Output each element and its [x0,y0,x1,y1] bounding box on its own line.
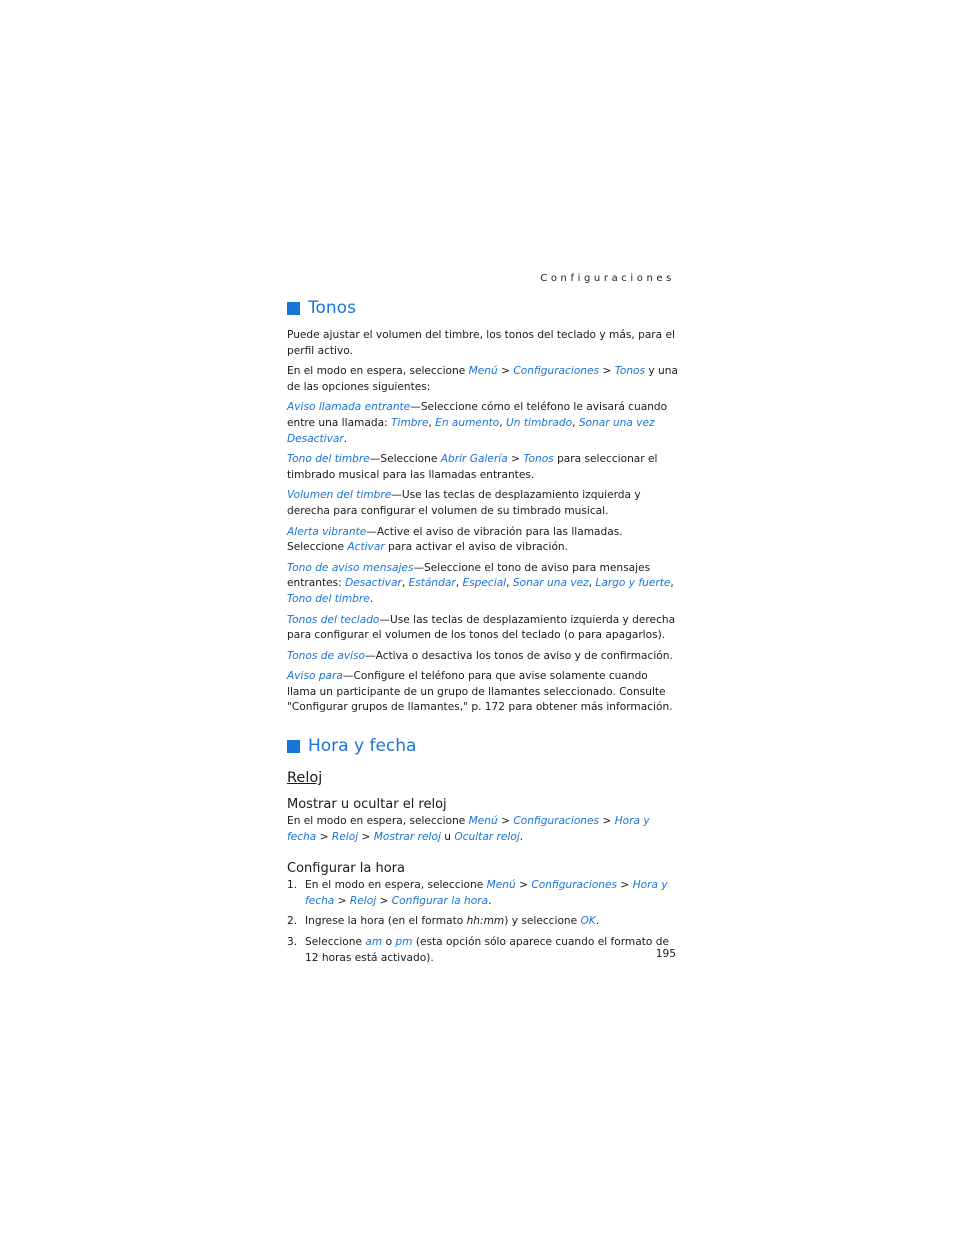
section-title-tonos [287,296,679,320]
tonos-intro: Puede ajustar el volumen del timbre, los tonos del teclado y más, para el perfil activo. [287,329,675,357]
option-aviso-para: Aviso para—Configure el teléfono para que avise solamente cuando llama un participante de un grupo de llamantes seleccionado. Consulte "Configurar grupos de llamantes," p. 172 para obtener más información. [287,670,673,714]
link-especial[interactable]: Especial [462,577,507,590]
link-ok[interactable]: OK [580,915,596,928]
link-configuraciones[interactable]: Configuraciones [531,879,618,892]
link-configuraciones[interactable]: Configuraciones [513,365,600,378]
link-en-aumento[interactable]: En aumento [435,416,500,429]
link-configuraciones[interactable]: Configuraciones [513,815,600,828]
link-sonar-una-vez[interactable]: Sonar una vez [578,416,655,429]
link-tono-del-timbre[interactable]: Tono del timbre [287,592,370,605]
link-activar[interactable]: Activar [347,541,385,554]
link-desactivar[interactable]: Desactivar [287,432,344,445]
term-tonos-aviso[interactable]: Tonos de aviso [287,649,366,662]
list-item: 1. En el modo en espera, seleccione Menú > Configuraciones > Hora y fecha > Reloj > Configurar la hora. [287,879,668,907]
heading-configurar-hora: Configurar la hora [287,861,405,877]
heading-mostrar-reloj: Mostrar u ocultar el reloj [287,797,447,813]
link-abrir-galeria[interactable]: Abrir Galería [440,453,508,466]
list-item: 2. Ingrese la hora (en el formato hh:mm) y seleccione OK. [287,915,600,928]
option-volumen-timbre: Volumen del timbre—Use las teclas de desplazamiento izquierda y derecha para configurar el volumen de su timbrado musical. [287,489,641,517]
option-alerta-vibrante: Alerta vibrante—Active el aviso de vibración para las llamadas. Seleccione Activar para activar el aviso de vibración. [287,525,623,554]
link-menu[interactable]: Menú [486,879,516,892]
term-volumen-timbre[interactable]: Volumen del timbre [287,489,392,502]
link-largo-y-fuerte[interactable]: Largo y fuerte [595,577,671,590]
link-timbre[interactable]: Timbre [391,416,429,429]
running-header: Configuraciones [540,273,675,284]
link-pm[interactable]: pm [395,936,413,949]
link-tonos[interactable]: Tonos [614,365,646,378]
link-desactivar-msg[interactable]: Desactivar [345,577,402,590]
section-title-hora-fecha [287,734,679,758]
link-configurar-la-hora[interactable]: Configurar la hora [391,894,489,907]
option-tono-timbre: Tono del timbre—Seleccione Abrir Galería > Tonos para seleccionar el timbrado musical para las llamadas entrantes. [287,453,658,481]
term-tonos-teclado[interactable]: Tonos del teclado [287,613,380,626]
term-alerta-vibrante[interactable]: Alerta vibrante [287,525,367,538]
link-menu[interactable]: Menú [468,365,498,378]
term-aviso-llamada[interactable]: Aviso llamada entrante [287,401,411,414]
link-hora-y-fecha[interactable]: Hora y fecha [287,815,650,843]
page-content [287,296,679,971]
page-number: 195 [655,948,676,960]
link-un-timbrado[interactable]: Un timbrado [506,416,573,429]
term-aviso-para[interactable]: Aviso para [287,670,343,683]
link-ocultar-reloj[interactable]: Ocultar reloj [454,830,520,843]
mostrar-reloj-instruction: En el modo en espera, seleccione Menú > Configuraciones > Hora y fecha > Reloj > Mostrar reloj u Ocultar reloj. [287,815,650,843]
option-tonos-teclado: Tonos del teclado—Use las teclas de desplazamiento izquierda y derecha para configurar el volumen de los tonos del teclado (o para apagarlos). [287,613,676,642]
subsection-title-reloj: Reloj [287,770,323,787]
list-item: 3. Seleccione am o pm (esta opción sólo aparece cuando el formato de 12 horas está activado). [287,936,669,964]
link-sonar-una-vez-msg[interactable]: Sonar una vez [512,577,589,590]
link-tonos-galeria[interactable]: Tonos [523,453,554,466]
link-am[interactable]: am [365,936,383,949]
term-tono-aviso-mensajes[interactable]: Tono de aviso mensajes [287,561,414,574]
link-reloj[interactable]: Reloj [349,894,377,907]
section-title-text: Tonos [308,298,356,318]
link-menu[interactable]: Menú [468,815,498,828]
link-mostrar-reloj[interactable]: Mostrar reloj [373,830,441,843]
square-bullet-icon [287,740,300,753]
section-title-text: Hora y fecha [308,736,417,757]
option-tonos-aviso: Tonos de aviso—Activa o desactiva los tonos de aviso y de confirmación. [287,649,673,662]
link-hora-y-fecha[interactable]: Hora y fecha [305,879,668,907]
link-reloj[interactable]: Reloj [331,830,359,843]
tonos-nav-instruction: En el modo en espera, seleccione Menú > Configuraciones > Tonos y una de las opciones siguientes: [287,365,678,393]
link-estandar[interactable]: Estándar [408,577,456,590]
option-aviso-llamada: Aviso llamada entrante—Seleccione cómo el teléfono le avisará cuando entre una llamada: Timbre, En aumento, Un timbrado, Sonar una vez Desactivar. [287,401,668,445]
square-bullet-icon [287,302,300,315]
term-tono-timbre[interactable]: Tono del timbre [287,453,370,466]
option-tono-aviso-mensajes: Tono de aviso mensajes—Seleccione el tono de aviso para mensajes entrantes: Desactivar, Estándar, Especial, Sonar una vez, Largo y fuerte, Tono del timbre. [287,561,674,605]
